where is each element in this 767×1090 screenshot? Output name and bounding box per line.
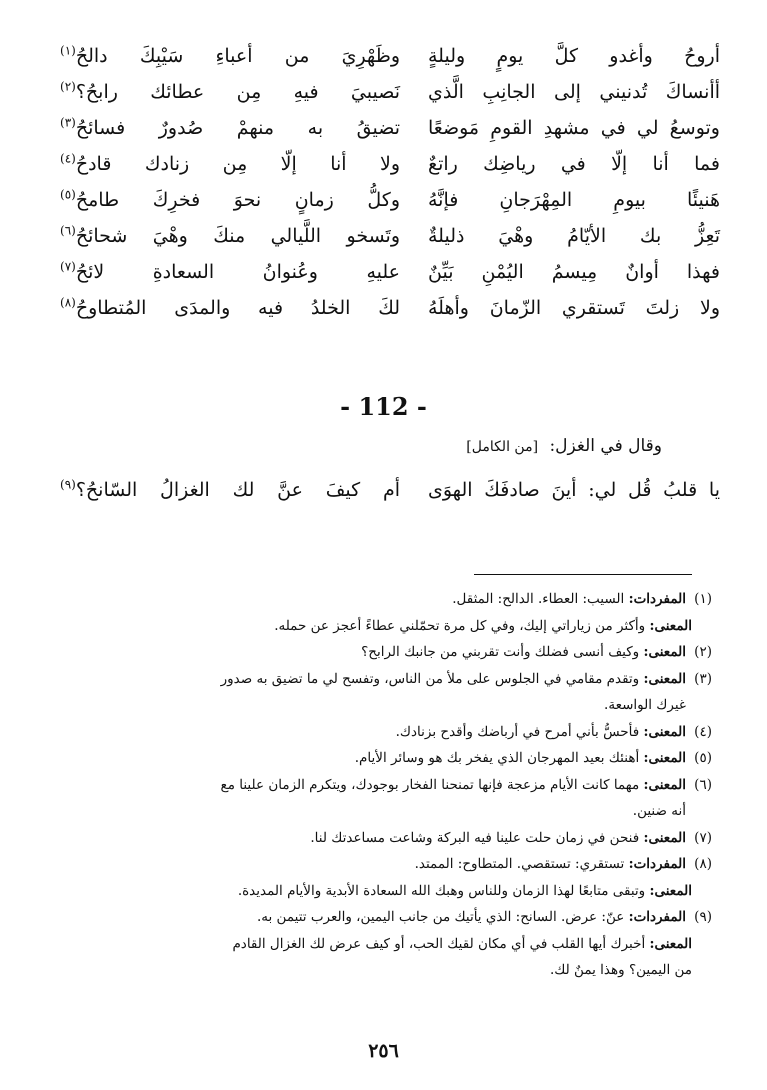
footnote-marker: (٢): [60, 79, 76, 94]
verse-first-hemistich: أأنساكَ تُدنيني إلى الجانِبِ الَّذي: [428, 81, 720, 103]
footnote-line: [62, 798, 712, 825]
verse-first-hemistich: فهذا أوانٌ مِيسمُ اليُمْنِ بَيِّنٌ: [428, 261, 720, 283]
footnote-text: فأحسُّ بأني أمرح في أرباضك وأقدح بزنادك.: [395, 723, 640, 740]
hemistich-text: أم كيفَ عنَّ لك الغزالُ السّانحُ؟: [75, 479, 400, 501]
footnote-text: أنه ضنين.: [632, 803, 686, 819]
footnote-text: عنّ: عرض. السانح: الذي يأتيك من جانب اليمين، والعرب تتيمن به.: [256, 909, 625, 925]
verse-second-hemistich: [60, 218, 400, 254]
verse-first-hemistich: وتوسعُ لي في مشهدِ القومِ مَوضعًا: [428, 117, 720, 139]
footnote-line: [62, 745, 712, 772]
footnote-marker: (١): [60, 43, 76, 58]
poem-intro: [466, 436, 662, 456]
footnote-marker: (٣): [60, 115, 76, 130]
verse-first-hemistich: أروحُ وأغدو كلَّ يومٍ وليلةٍ: [428, 45, 720, 67]
verse-second-hemistich: [60, 146, 400, 182]
footnote-number: (٧): [694, 829, 712, 846]
verse-first-hemistich: ولا زلتَ تَستقري الزّمانَ وأهلَهُ: [428, 297, 720, 319]
footnote-line: [62, 825, 712, 852]
verse: [60, 38, 720, 74]
page-number: ٢٥٦: [368, 1040, 399, 1062]
verse-second-hemistich: [60, 38, 400, 74]
footnote-number: (٥): [694, 750, 712, 766]
verse-first-hemistich: تَعِزُّ بك الأيّامُ وهْيَ ذليلةٌ: [428, 225, 720, 247]
footnote-text: وأكثر من زياراتي إليك، وفي كل مرة تحمّلني عطاءً أعجز عن حمله.: [274, 617, 646, 634]
verse: [60, 110, 720, 146]
hemistich-text: وظَهْرِيَ من أعباءِ سَيْبِكَ دالحُ: [75, 45, 400, 67]
meter-label: [من الكامل]: [466, 439, 539, 455]
hemistich-text: تضيقُ به منهمْ صُدورٌ فسائحُ: [75, 117, 400, 139]
footnote-line: [62, 666, 712, 693]
hemistich-text: لكَ الخلدُ فيه والمدَى المُتطاوحُ: [75, 297, 400, 319]
vocab-label: المفردات:: [628, 591, 686, 607]
verse-second-hemistich: [60, 472, 400, 508]
verse: [60, 182, 720, 218]
meaning-label: المعنى:: [649, 617, 692, 634]
intro-text: وقال في الغزل:: [549, 436, 662, 456]
hemistich-text: وتَسخو اللَّيالي منكَ وهْيَ شحائحُ: [75, 225, 400, 247]
footnote-text: وكيف أنسى فضلك وأنت تقربني من جانبك الرابح؟: [361, 644, 640, 660]
footnotes: [62, 586, 712, 984]
footnote-line: [62, 586, 712, 613]
footnote-text: من اليمين؟ وهذا يمنٌ لك.: [549, 962, 692, 978]
verse: [60, 146, 720, 182]
poem-verses: [60, 38, 720, 326]
footnote-line: [62, 851, 712, 878]
verse: [60, 218, 720, 254]
hemistich-text: وكلُّ زمانٍ نحوَ فخرِكَ طامحُ: [75, 189, 400, 211]
footnote-marker: (٥): [60, 187, 76, 202]
vocab-label: المفردات:: [628, 909, 686, 925]
footnote-line: [62, 613, 712, 640]
footnote-divider: [474, 574, 692, 575]
footnote-marker: (٩): [60, 477, 76, 492]
verse-second-hemistich: [60, 74, 400, 110]
poem-number: - 112 -: [340, 392, 427, 421]
meaning-label: المعنى:: [649, 935, 692, 952]
footnote-marker: (٧): [60, 259, 76, 274]
footnote-text: أخبرك أيها القلب في أي مكان لقيك الحب، أو كيف عرض لك الغزال القادم: [232, 935, 646, 952]
footnote-number: (٣): [694, 670, 712, 687]
footnote-number: (٤): [694, 723, 712, 740]
single-verse: [60, 472, 720, 508]
footnote-number: (٦): [694, 776, 712, 793]
footnote-number: (٩): [694, 909, 712, 925]
footnote-text: وتبقى متابعًا لهذا الزمان وللناس وهبك الله السعادة الأبدية والأيام المديدة.: [237, 882, 646, 899]
verse-second-hemistich: [60, 254, 400, 290]
footnote-line: [62, 904, 712, 931]
verse: [60, 290, 720, 326]
meaning-label: المعنى:: [643, 723, 686, 740]
footnote-text: مهما كانت الأيام مزعجة فإنها تمنحنا الفخار بوجودك، ويتكرم الزمان علينا مع: [220, 776, 640, 793]
footnote-marker: (٤): [60, 151, 76, 166]
meaning-label: المعنى:: [649, 882, 692, 899]
verse: [60, 254, 720, 290]
footnote-number: (٨): [694, 856, 712, 872]
footnote-line: [62, 719, 712, 746]
vocab-label: المفردات:: [628, 856, 686, 872]
verse: [60, 74, 720, 110]
hemistich-text: عليهِ وعُنوانُ السعادةِ لائحُ: [75, 261, 400, 283]
footnote-number: (١): [694, 591, 712, 607]
footnote-text: فنحن في زمان حلت علينا فيه البركة وشاعت مساعدتك لنا.: [310, 829, 640, 846]
footnote-line: [62, 772, 712, 799]
footnote-text: السيب: العطاء. الدالح: المثقل.: [452, 591, 625, 607]
footnote-line: [62, 692, 712, 719]
footnote-line: [62, 639, 712, 666]
verse-first-hemistich: هَنيئًا بيومِ المِهْرَجانِ فإنَّهُ: [428, 189, 720, 211]
footnote-line: [62, 957, 712, 984]
meaning-label: المعنى:: [643, 644, 686, 660]
verse-second-hemistich: [60, 110, 400, 146]
verse-first-hemistich: يا قلبُ قُل لي: أينَ صادفَكَ الهوَى: [428, 479, 720, 501]
footnote-text: غيرك الواسعة.: [604, 697, 686, 713]
verse-second-hemistich: [60, 290, 400, 326]
footnote-text: أهنئك بعيد المهرجان الذي يفخر بك هو وسائر الأيام.: [354, 750, 640, 766]
verse-first-hemistich: فما أنا إلّا في رياضِك راتعٌ: [428, 153, 720, 175]
footnote-marker: (٦): [60, 223, 76, 238]
meaning-label: المعنى:: [643, 829, 686, 846]
meaning-label: المعنى:: [643, 776, 686, 793]
footnote-number: (٢): [694, 644, 712, 660]
footnote-text: وتقدم مقامي في الجلوس على ملأ من الناس، وتفسح لي ما تضيق به صدور: [220, 670, 640, 687]
verse: [60, 472, 720, 508]
footnote-line: [62, 931, 712, 958]
meaning-label: المعنى:: [643, 670, 686, 687]
footnote-text: تستقري: تستقصي. المتطاوح: الممتد.: [414, 856, 625, 872]
verse-second-hemistich: [60, 182, 400, 218]
footnote-marker: (٨): [60, 295, 76, 310]
meaning-label: المعنى:: [643, 750, 686, 766]
hemistich-text: ولا أنا إلّا مِن زنادك قادحُ: [75, 153, 400, 175]
hemistich-text: نَصيبيَ فيهِ مِن عطائك رابحُ؟: [75, 81, 400, 103]
footnote-line: [62, 878, 712, 905]
